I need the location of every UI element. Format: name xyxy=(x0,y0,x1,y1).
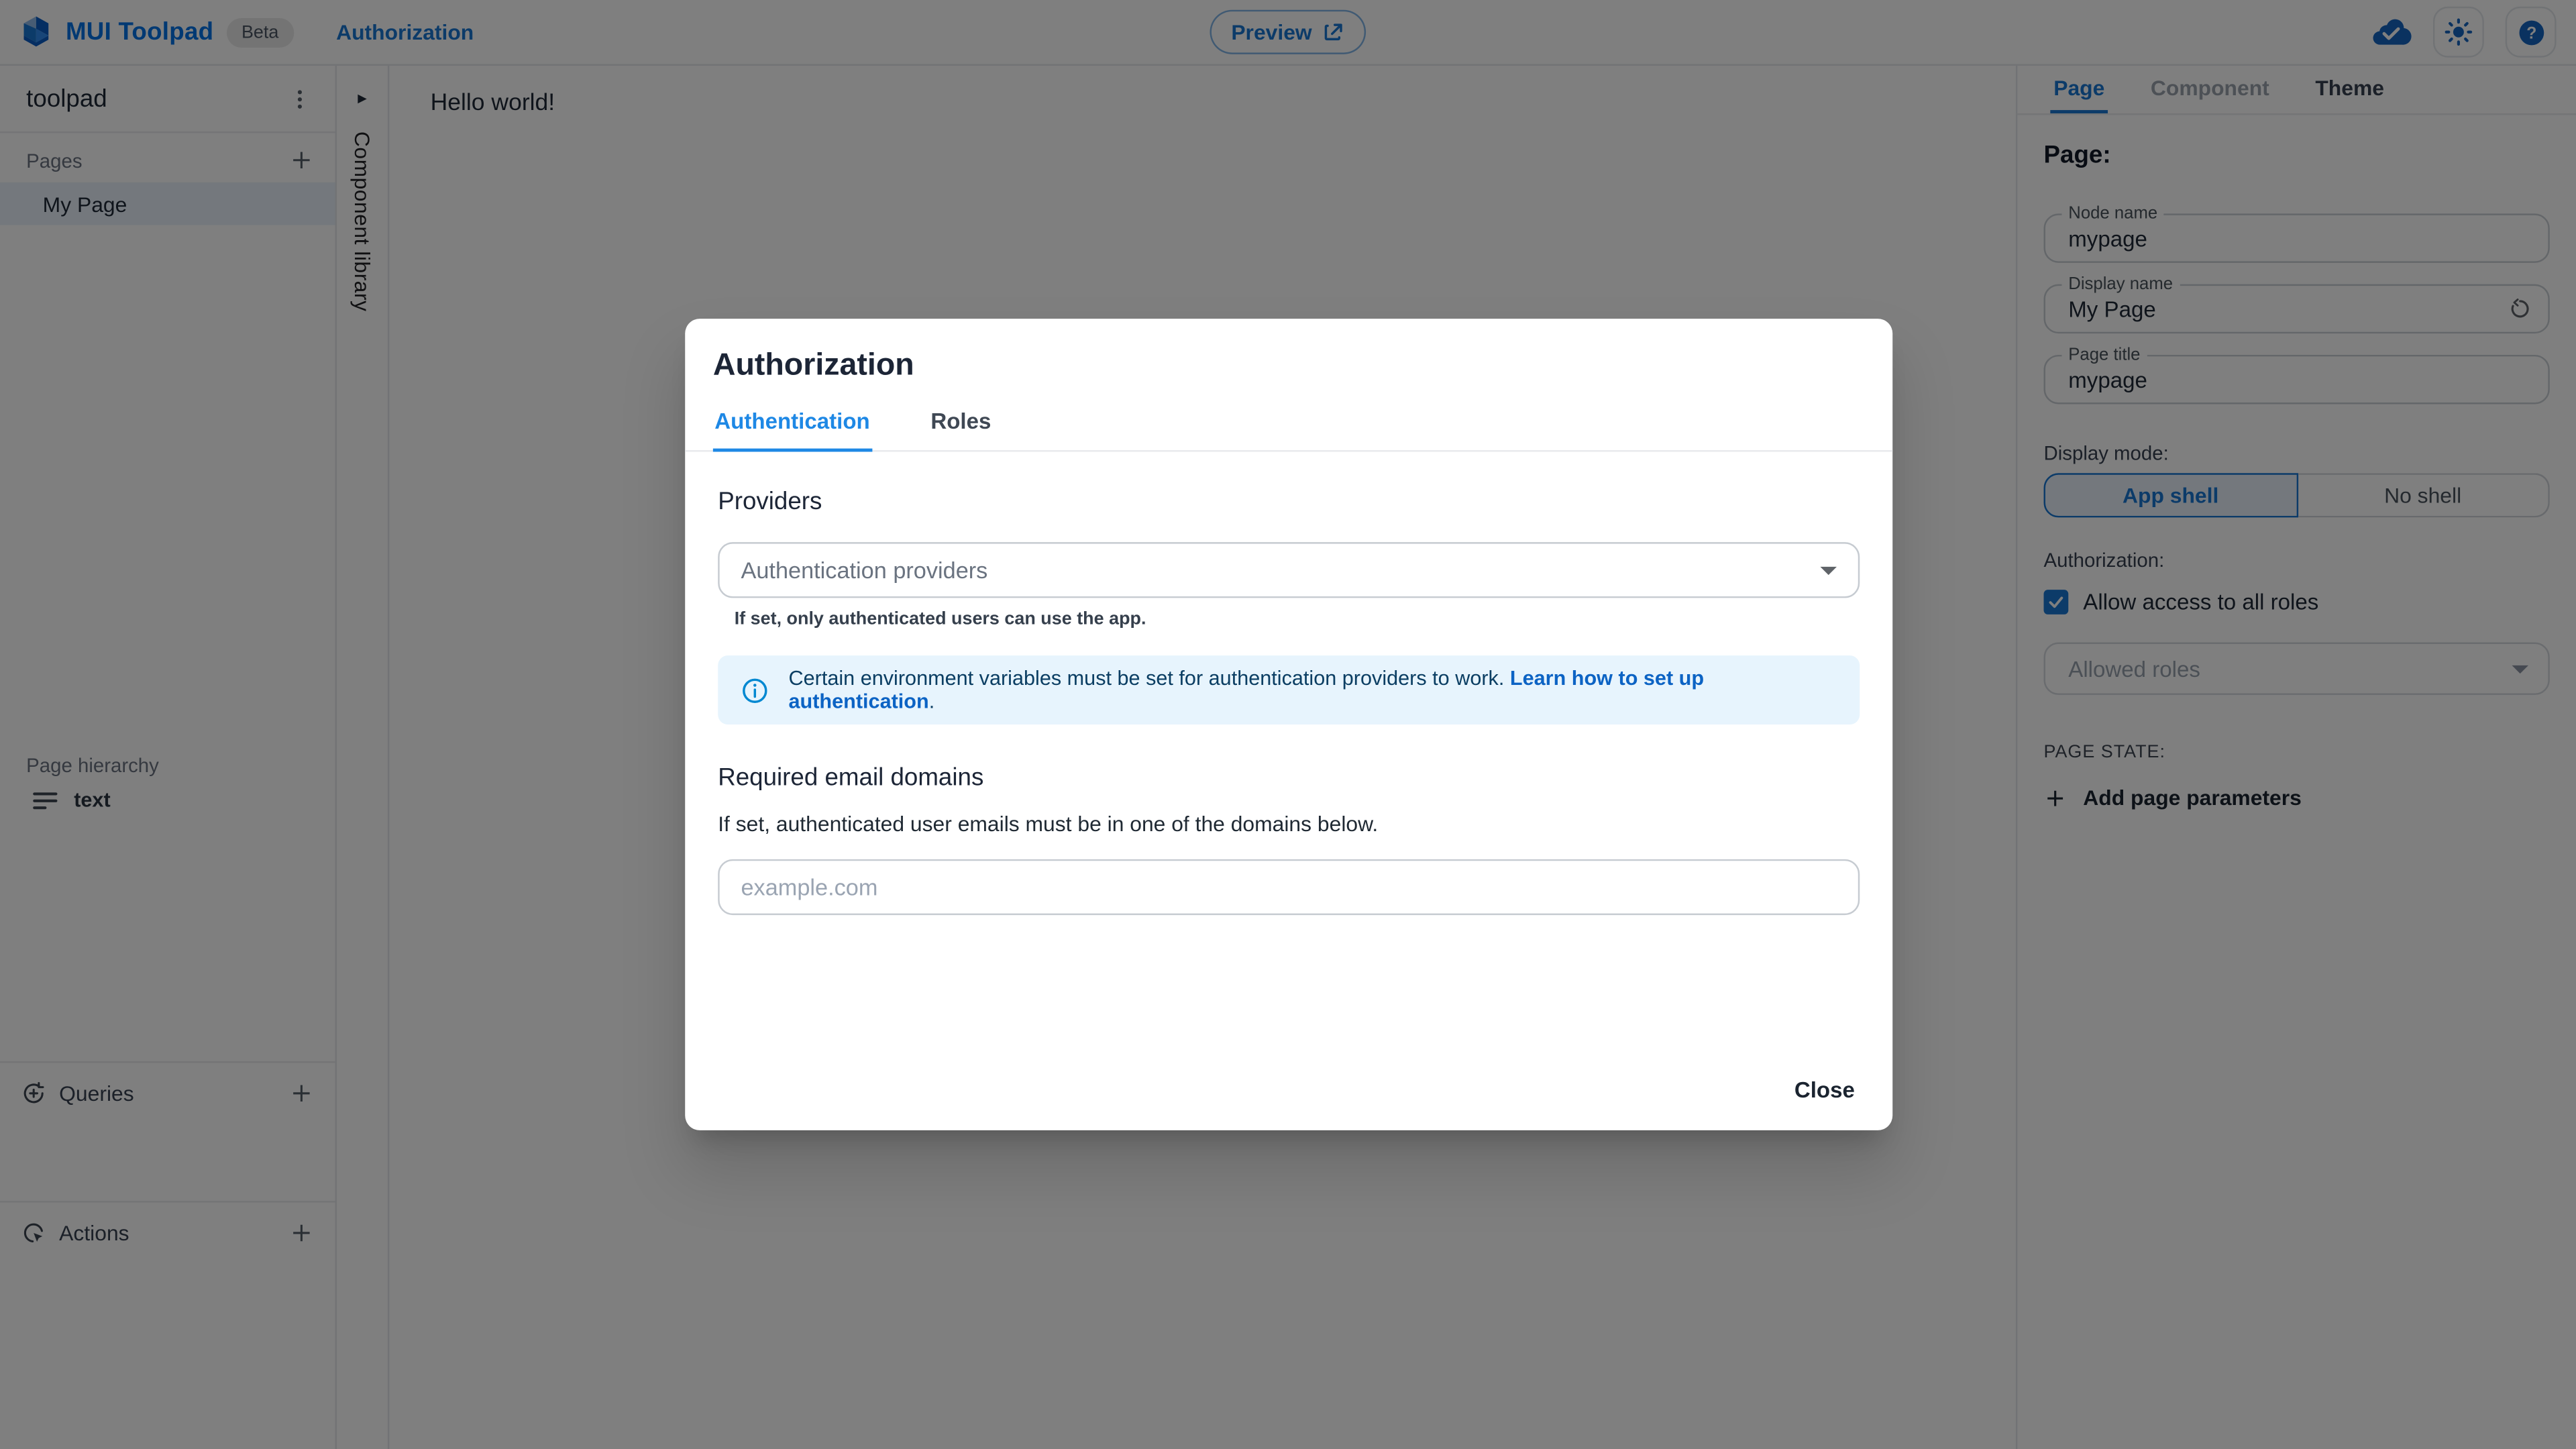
alert-message: Certain environment variables must be set for authentication providers to work. xyxy=(788,667,1505,690)
providers-select-placeholder: Authentication providers xyxy=(741,557,988,584)
email-domains-heading: Required email domains xyxy=(718,763,984,792)
tab-roles[interactable]: Roles xyxy=(930,409,991,434)
dialog-tabs xyxy=(685,409,1892,452)
info-alert xyxy=(718,655,1860,724)
dialog-title: Authorization xyxy=(712,348,914,383)
info-icon xyxy=(741,676,769,704)
setup-auth-link[interactable]: Learn how to set up authentication xyxy=(788,667,1705,713)
dropdown-caret-icon xyxy=(1820,566,1836,574)
authorization-dialog xyxy=(685,319,1892,1130)
email-domains-description: If set, authenticated user emails must be in one of the domains below. xyxy=(718,811,1379,837)
providers-heading: Providers xyxy=(718,488,822,516)
tab-authentication[interactable]: Authentication xyxy=(713,409,871,452)
alert-suffix: . xyxy=(928,690,935,713)
close-button[interactable]: Close xyxy=(1780,1066,1870,1114)
authentication-providers-select[interactable] xyxy=(718,542,1860,598)
providers-helper-text: If set, only authenticated users can use the app. xyxy=(734,609,1146,629)
email-domain-input[interactable] xyxy=(718,859,1860,915)
